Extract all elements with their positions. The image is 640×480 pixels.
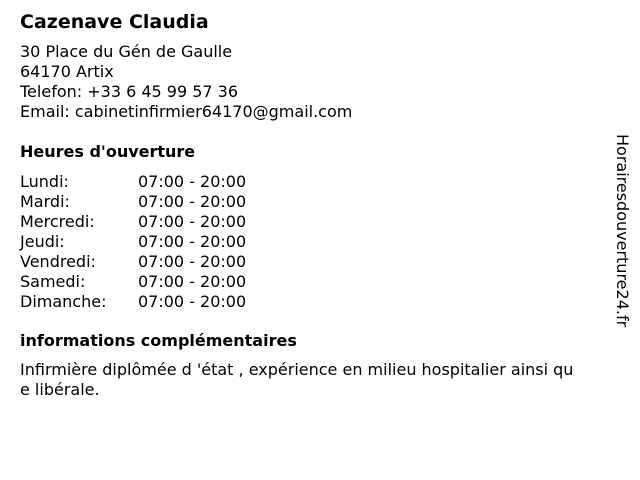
hours-row-friday bbox=[20, 252, 590, 272]
hours-row-saturday bbox=[20, 272, 590, 292]
business-card bbox=[20, 10, 590, 400]
day-label: Samedi: bbox=[20, 272, 86, 291]
additional-info-text: Infirmière diplômée d 'état , expérience en milieu hospitalier ainsi que libérale. bbox=[20, 360, 574, 399]
site-watermark-link[interactable]: Horairesdouverture24.fr bbox=[613, 134, 632, 328]
email-address[interactable]: Email: cabinetinfirmier64170@gmail.com bbox=[20, 102, 353, 121]
hours-row-thursday bbox=[20, 232, 590, 252]
hours-row-tuesday bbox=[20, 192, 590, 212]
opening-hours-title: Heures d'ouverture bbox=[20, 142, 196, 161]
day-label: Mercredi: bbox=[20, 212, 95, 231]
hours-row-monday bbox=[20, 172, 590, 192]
time-range: 07:00 - 20:00 bbox=[138, 252, 247, 271]
phone-number[interactable]: Telefon: +33 6 45 99 57 36 bbox=[20, 82, 239, 101]
time-range: 07:00 - 20:00 bbox=[138, 232, 247, 251]
street-address: 30 Place du Gén de Gaulle bbox=[20, 42, 233, 61]
time-range: 07:00 - 20:00 bbox=[138, 192, 247, 211]
day-label: Mardi: bbox=[20, 192, 70, 211]
time-range: 07:00 - 20:00 bbox=[138, 292, 247, 311]
day-label: Dimanche: bbox=[20, 292, 107, 311]
hours-row-wednesday bbox=[20, 212, 590, 232]
time-range: 07:00 - 20:00 bbox=[138, 272, 247, 291]
additional-info-title: informations complémentaires bbox=[20, 331, 297, 350]
hours-row-sunday bbox=[20, 292, 590, 312]
day-label: Jeudi: bbox=[20, 232, 65, 251]
day-label: Vendredi: bbox=[20, 252, 96, 271]
time-range: 07:00 - 20:00 bbox=[138, 212, 247, 231]
city-postcode: 64170 Artix bbox=[20, 62, 114, 81]
day-label: Lundi: bbox=[20, 172, 69, 191]
time-range: 07:00 - 20:00 bbox=[138, 172, 247, 191]
opening-hours-list bbox=[20, 172, 590, 312]
business-name: Cazenave Claudia bbox=[20, 11, 209, 33]
